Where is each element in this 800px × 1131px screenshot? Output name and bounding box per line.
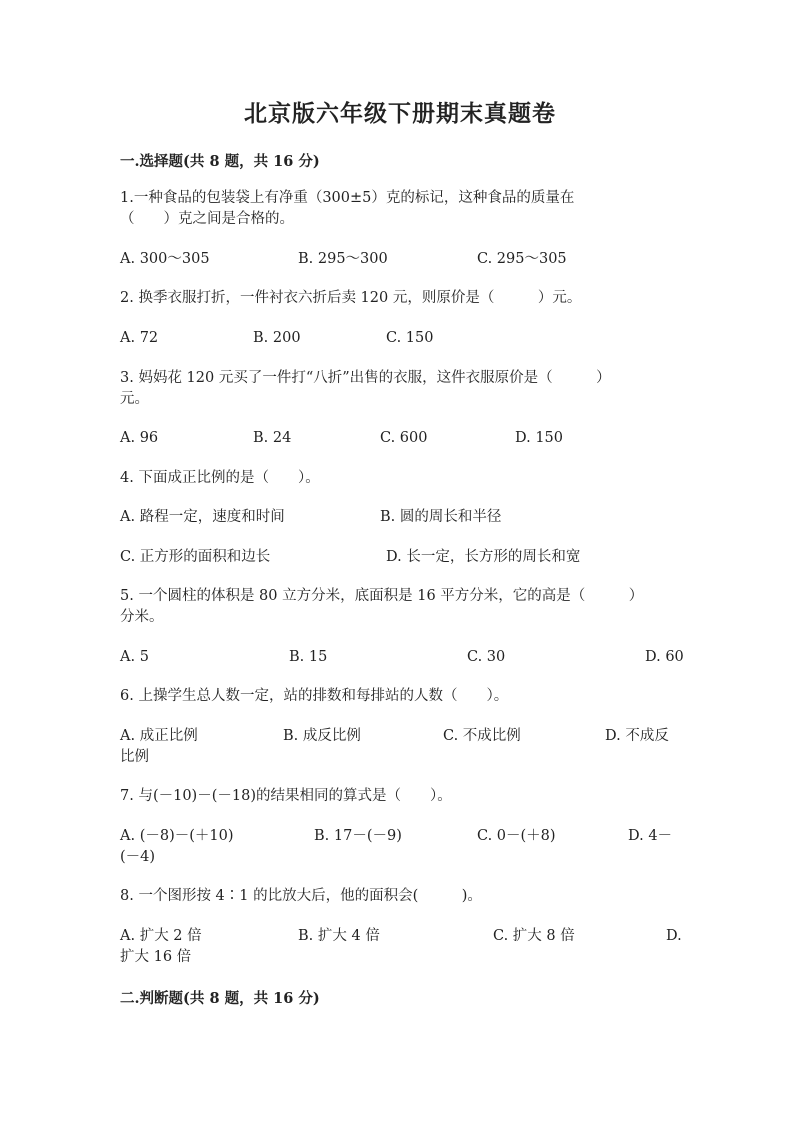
question-5-option-a: A. 5 [120, 649, 149, 665]
section-heading-judgement: 二.判断题(共 8 题，共 16 分) [120, 990, 320, 1007]
question-5-option-d: D. 60 [645, 649, 684, 665]
question-6-option-d-cont: 比例 [120, 749, 149, 765]
question-3-option-b: B. 24 [253, 430, 292, 446]
question-8-option-c: C. 扩大 8 倍 [493, 928, 575, 944]
question-6-option-b: B. 成反比例 [283, 728, 361, 744]
question-3-text: 3. 妈妈花 120 元买了一件打“八折”出售的衣服，这件衣服原价是（ ） [120, 370, 611, 386]
question-1-text-cont: （ ）克之间是合格的。 [120, 211, 294, 227]
question-7-option-b: B. 17－(－9) [314, 828, 402, 844]
question-1-option-b: B. 295～300 [298, 251, 388, 267]
section-heading-choice: 一.选择题(共 8 题，共 16 分) [120, 153, 320, 170]
question-5-text: 5. 一个圆柱的体积是 80 立方分米，底面积是 16 平方分米，它的高是（ ） [120, 588, 644, 604]
question-5-option-b: B. 15 [289, 649, 328, 665]
question-7-option-d: D. 4－ [628, 828, 673, 844]
question-7-option-a: A. (－8)－(＋10) [120, 828, 234, 844]
question-1-text: 1.一种食品的包装袋上有净重（300±5）克的标记，这种食品的质量在 [120, 190, 575, 206]
question-4-option-b: B. 圆的周长和半径 [380, 509, 502, 525]
question-6-option-a: A. 成正比例 [120, 728, 198, 744]
question-4-option-a: A. 路程一定，速度和时间 [120, 509, 285, 525]
question-4-option-c: C. 正方形的面积和边长 [120, 549, 271, 565]
question-3-option-d: D. 150 [515, 430, 564, 446]
page-title: 北京版六年级下册期末真题卷 [244, 100, 556, 127]
question-7-option-c: C. 0－(＋8) [477, 828, 556, 844]
question-7-option-d-cont: (－4) [120, 849, 156, 865]
question-6-option-c: C. 不成比例 [443, 728, 521, 744]
question-2-option-b: B. 200 [253, 330, 301, 346]
question-1-option-c: C. 295～305 [477, 251, 567, 267]
question-8-option-d: D. [666, 928, 682, 944]
question-3-option-a: A. 96 [120, 430, 159, 446]
question-7-text: 7. 与(－10)－(－18)的结果相同的算式是（ ）。 [120, 788, 452, 804]
question-2-text: 2. 换季衣服打折，一件衬衣六折后卖 120 元，则原价是（ ）元。 [120, 290, 582, 306]
question-6-option-d: D. 不成反 [605, 728, 669, 744]
question-3-option-c: C. 600 [380, 430, 428, 446]
question-1-option-a: A. 300～305 [120, 251, 210, 267]
question-4-text: 4. 下面成正比例的是（ ）。 [120, 470, 320, 486]
question-2-option-a: A. 72 [120, 330, 159, 346]
question-8-option-a: A. 扩大 2 倍 [120, 928, 202, 944]
question-5-text-cont: 分米。 [120, 609, 164, 625]
question-5-option-c: C. 30 [467, 649, 506, 665]
question-3-text-cont: 元。 [120, 391, 149, 407]
question-8-option-d-cont: 扩大 16 倍 [120, 949, 192, 965]
question-8-text: 8. 一个图形按 4∶1 的比放大后，他的面积会( )。 [120, 888, 482, 904]
question-6-text: 6. 上操学生总人数一定，站的排数和每排站的人数（ ）。 [120, 688, 509, 704]
question-8-option-b: B. 扩大 4 倍 [298, 928, 380, 944]
question-4-option-d: D. 长一定，长方形的周长和宽 [386, 549, 581, 565]
question-2-option-c: C. 150 [386, 330, 434, 346]
